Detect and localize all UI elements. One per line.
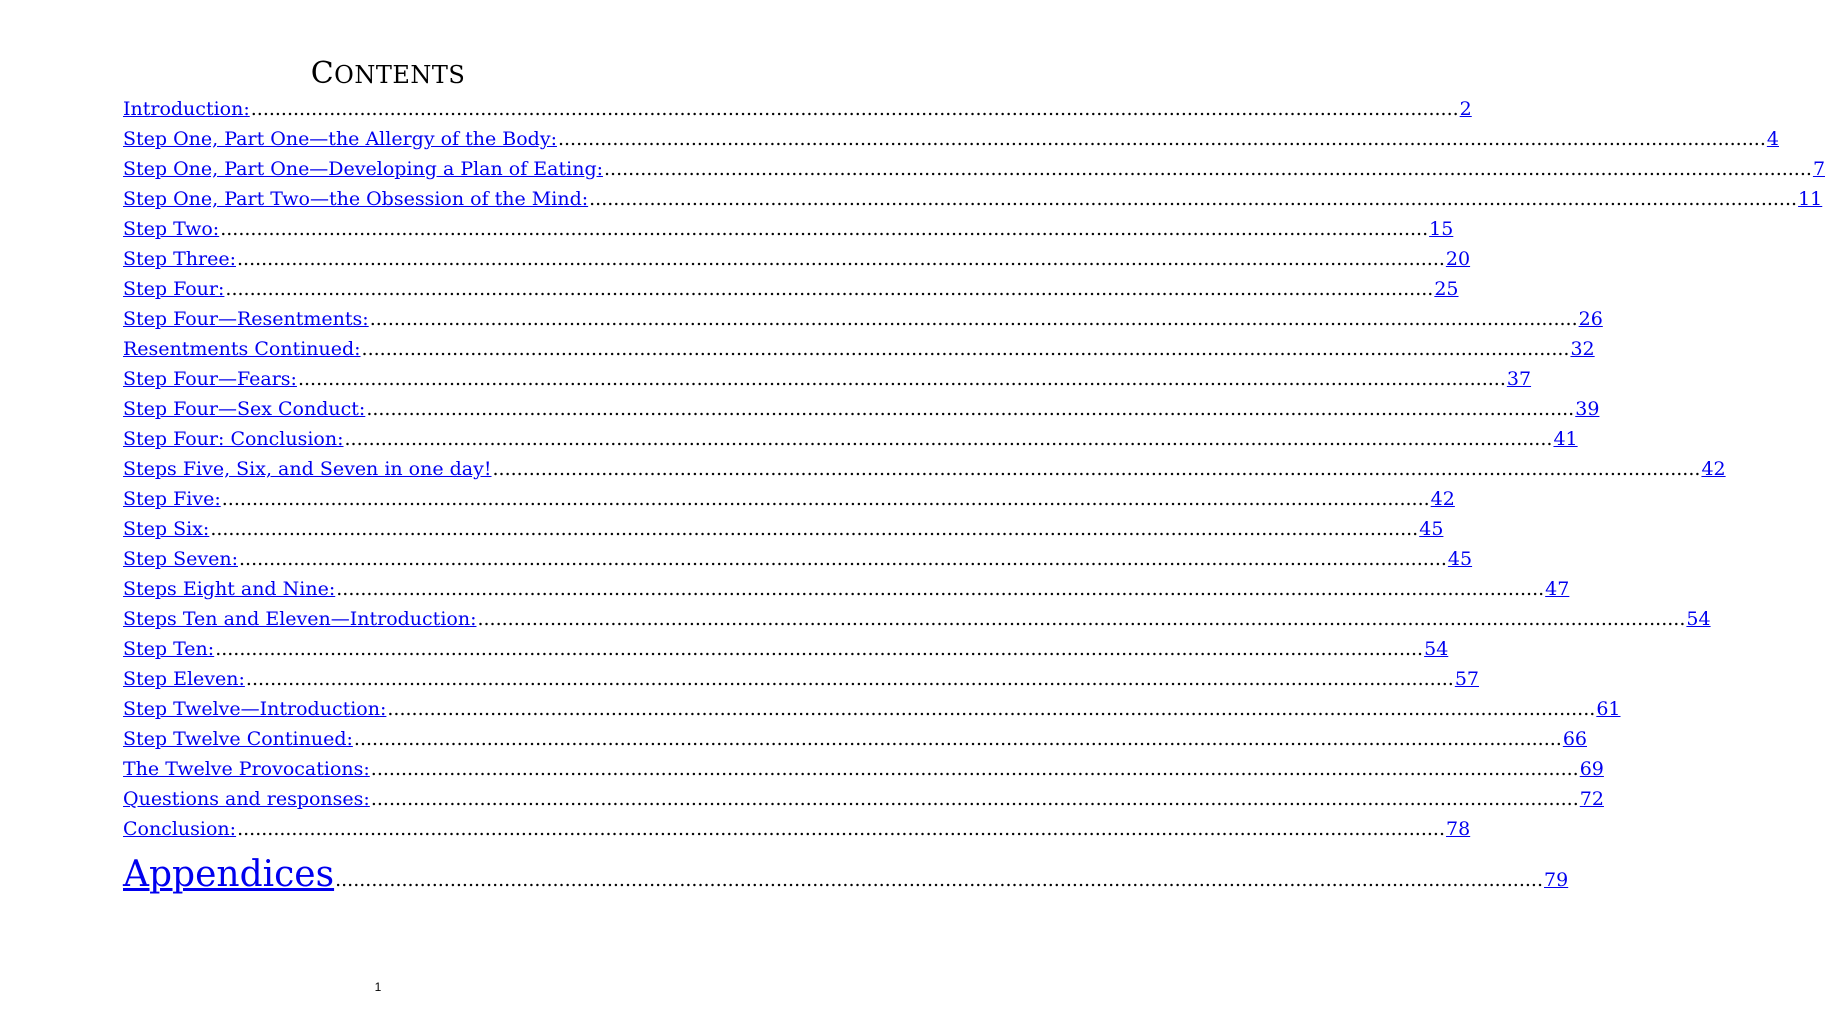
toc-entry-link[interactable]: Step Three: — [123, 248, 236, 270]
toc-entry — [123, 608, 1711, 638]
dot-leader: ........................................................................................................................................................................................................ — [297, 368, 1506, 390]
toc-entry — [123, 188, 1823, 218]
appendices-link[interactable]: Appendices — [123, 854, 335, 895]
toc-page-link[interactable]: 57 — [1454, 668, 1480, 690]
toc-entry-link[interactable]: Step Ten: — [123, 638, 215, 660]
toc-page-link[interactable]: 37 — [1506, 368, 1532, 390]
toc-entry — [123, 218, 1454, 248]
toc-entry-link[interactable]: Step Four—Sex Conduct: — [123, 398, 366, 420]
toc-entry-link[interactable]: Conclusion: — [123, 818, 237, 840]
dot-leader: ........................................................................................................................................................................................................ — [353, 728, 1562, 750]
toc-page-link[interactable]: 47 — [1545, 578, 1570, 600]
toc-entry-link[interactable]: Step Eleven: — [123, 668, 245, 690]
dot-leader: ........................................................................................................................................................................................................ — [335, 869, 1543, 891]
toc-page-link[interactable]: 11 — [1798, 188, 1823, 210]
dot-leader: ........................................................................................................................................................................................................ — [250, 98, 1459, 120]
toc-page-link[interactable]: 26 — [1578, 308, 1603, 330]
toc-page-link[interactable]: 78 — [1446, 818, 1471, 840]
toc-entry — [123, 428, 1578, 458]
toc-entry-link[interactable]: Step Twelve Continued: — [123, 728, 353, 750]
toc-entry-link[interactable]: The Twelve Provocations: — [123, 758, 370, 780]
toc-entry — [123, 338, 1595, 368]
toc-page-link[interactable]: 4 — [1766, 128, 1779, 150]
toc-entry — [123, 98, 1472, 128]
toc-entry-link[interactable]: Step Two: — [123, 218, 220, 240]
dot-leader: ........................................................................................................................................................................................................ — [238, 548, 1447, 570]
page-title — [0, 56, 776, 91]
toc-entry-link[interactable]: Step Six: — [123, 518, 210, 540]
dot-leader: ........................................................................................................................................................................................................ — [210, 518, 1419, 540]
toc-page-link[interactable]: 45 — [1419, 518, 1444, 540]
toc-entry-link[interactable]: Step Five: — [123, 488, 221, 510]
dot-leader: ........................................................................................................................................................................................................ — [237, 818, 1445, 840]
dot-leader: ........................................................................................................................................................................................................ — [369, 308, 1578, 330]
toc-entry — [123, 578, 1570, 608]
dot-leader: ........................................................................................................................................................................................................ — [387, 698, 1596, 720]
toc-page-link[interactable]: 54 — [1424, 638, 1449, 660]
dot-leader: ........................................................................................................................................................................................................ — [477, 608, 1686, 630]
toc-page-link[interactable]: 42 — [1701, 458, 1726, 480]
toc-entry-link[interactable]: Introduction: — [123, 98, 250, 120]
dot-leader: ........................................................................................................................................................................................................ — [557, 128, 1766, 150]
toc-entry-link[interactable]: Questions and responses: — [123, 788, 370, 810]
appendices-page-link[interactable]: 79 — [1544, 869, 1569, 891]
toc-entry-appendices — [123, 854, 1569, 902]
toc-entry-link[interactable]: Resentments Continued: — [123, 338, 361, 360]
toc-page-link[interactable]: 7 — [1812, 158, 1825, 180]
toc-page-link[interactable]: 20 — [1445, 248, 1471, 270]
toc-page-link[interactable]: 69 — [1579, 758, 1604, 780]
toc-entry — [123, 728, 1588, 758]
toc-entry-link[interactable]: Step Twelve—Introduction: — [123, 698, 387, 720]
title-initial: C — [310, 56, 335, 91]
toc-entry-link[interactable]: Steps Ten and Eleven—Introduction: — [123, 608, 477, 630]
toc-page-link[interactable]: 66 — [1562, 728, 1588, 750]
toc-entry — [123, 248, 1471, 278]
dot-leader: ........................................................................................................................................................................................................ — [370, 788, 1579, 810]
dot-leader: ........................................................................................................................................................................................................ — [361, 338, 1570, 360]
toc-entry — [123, 518, 1444, 548]
toc-entry — [123, 668, 1480, 698]
dot-leader: ........................................................................................................................................................................................................ — [604, 158, 1812, 180]
toc-entry-link[interactable]: Step Seven: — [123, 548, 238, 570]
toc-entry-link[interactable]: Step Four—Fears: — [123, 368, 297, 390]
toc-entry — [123, 698, 1621, 728]
page-number: 1 — [374, 980, 382, 994]
dot-leader: ........................................................................................................................................................................................................ — [366, 398, 1575, 420]
toc-page-link[interactable]: 39 — [1575, 398, 1600, 420]
dot-leader: ........................................................................................................................................................................................................ — [589, 188, 1798, 210]
toc-page-link[interactable]: 15 — [1429, 218, 1454, 240]
toc-entry-link[interactable]: Steps Five, Six, and Seven in one day! — [123, 458, 492, 480]
toc-page-link[interactable]: 72 — [1579, 788, 1604, 810]
dot-leader: ........................................................................................................................................................................................................ — [492, 458, 1701, 480]
toc-entry — [123, 398, 1600, 428]
toc-entry — [123, 278, 1459, 308]
toc-entry-link[interactable]: Step Four—Resentments: — [123, 308, 369, 330]
toc-entry — [123, 788, 1604, 818]
dot-leader: ........................................................................................................................................................................................................ — [370, 758, 1579, 780]
toc-entry-link[interactable]: Step One, Part One—the Allergy of the Body: — [123, 128, 557, 150]
toc-entry — [123, 758, 1604, 788]
title-rest: ONTENTS — [334, 61, 466, 89]
toc-entry — [123, 638, 1449, 668]
toc-page-link[interactable]: 42 — [1430, 488, 1455, 510]
toc-entry — [123, 308, 1603, 338]
toc-entry-link[interactable]: Step One, Part One—Developing a Plan of Eating: — [123, 158, 604, 180]
dot-leader: ........................................................................................................................................................................................................ — [344, 428, 1553, 450]
toc-entry-link[interactable]: Step Four: — [123, 278, 225, 300]
toc-entry — [123, 488, 1455, 518]
toc-entry-link[interactable]: Step Four: Conclusion: — [123, 428, 344, 450]
toc-page-link[interactable]: 61 — [1596, 698, 1621, 720]
toc-page-link[interactable]: 32 — [1570, 338, 1595, 360]
toc-entry — [123, 458, 1726, 488]
toc-entry-link[interactable]: Steps Eight and Nine: — [123, 578, 336, 600]
dot-leader: ........................................................................................................................................................................................................ — [220, 218, 1429, 240]
toc-page-link[interactable]: 45 — [1447, 548, 1473, 570]
toc-page-link[interactable]: 2 — [1459, 98, 1472, 120]
dot-leader: ........................................................................................................................................................................................................ — [221, 488, 1430, 510]
toc-entry-link[interactable]: Step One, Part Two—the Obsession of the Mind: — [123, 188, 589, 210]
toc-page-link[interactable]: 41 — [1553, 428, 1578, 450]
toc-page-link[interactable]: 54 — [1686, 608, 1711, 630]
toc-entry — [123, 368, 1532, 398]
table-of-contents — [123, 98, 1825, 902]
dot-leader: ........................................................................................................................................................................................................ — [215, 638, 1424, 660]
toc-entry — [123, 818, 1471, 848]
dot-leader: ........................................................................................................................................................................................................ — [245, 668, 1454, 690]
toc-entry — [123, 158, 1825, 188]
dot-leader: ........................................................................................................................................................................................................ — [236, 248, 1445, 270]
toc-entry — [123, 128, 1779, 158]
dot-leader: ........................................................................................................................................................................................................ — [336, 578, 1545, 600]
toc-entry — [123, 548, 1473, 578]
toc-page-link[interactable]: 25 — [1434, 278, 1459, 300]
dot-leader: ........................................................................................................................................................................................................ — [225, 278, 1434, 300]
